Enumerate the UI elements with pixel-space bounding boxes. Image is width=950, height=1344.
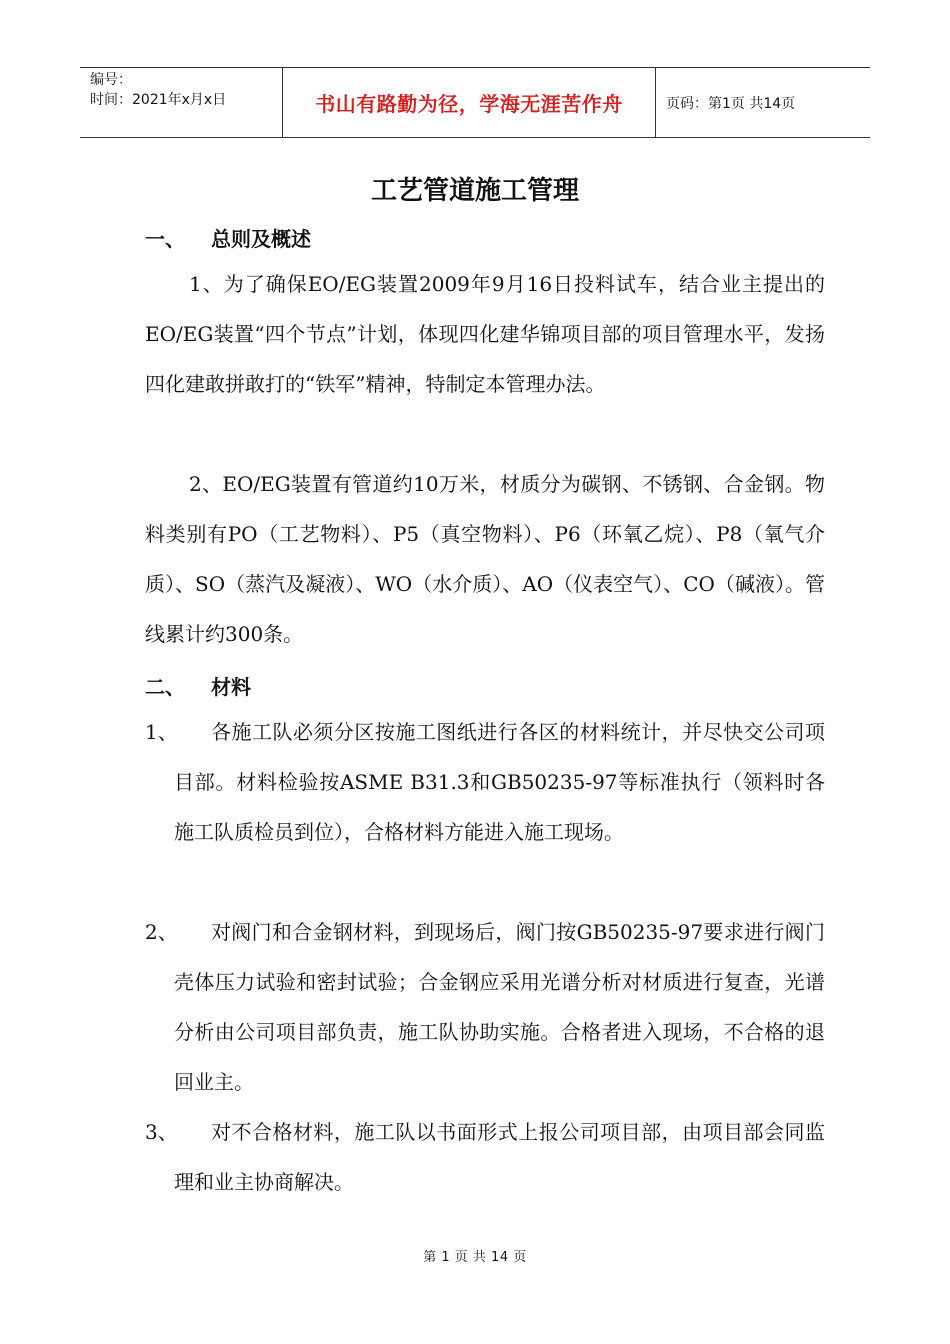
page-footer: 第 1 页 共 14 页 <box>423 1250 527 1265</box>
document-number-label: 编号： <box>90 72 132 88</box>
paragraph-2: 2、EO/EG装置有管道约10万米，材质分为碳钢、不锈钢、合金钢。物料类别有PO（工艺物料）、P5（真空物料）、P6（环氧乙烷）、P8（氧气介质）、SO（蒸汽及凝液）、WO（水介质）、AO（仪表空气）、CO（碱液）。管线累计约300条。 <box>145 472 825 646</box>
document-date-label: 时间：2021年x月x日 <box>90 92 227 108</box>
list-item <box>145 907 825 1107</box>
list-item-number: 1、 <box>145 720 178 744</box>
header-motto-cell <box>282 68 656 137</box>
paragraph-1: 1、为了确保EO/EG装置2009年9月16日投料试车，结合业主提出的EO/EG装置“四个节点”计划，体现四化建华锦项目部的项目管理水平，发扬四化建敢拼敢打的“铁军”精神，特制定本管理办法。 <box>145 272 825 396</box>
list-item-number: 2、 <box>145 920 178 944</box>
document-title: 工艺管道施工管理 <box>370 176 579 206</box>
list-item-number: 3、 <box>145 1120 178 1144</box>
list-item <box>145 1107 825 1207</box>
section-title: 总则及概述 <box>211 227 311 251</box>
section-number: 二、 <box>145 675 185 699</box>
list-item-text: 各施工队必须分区按施工图纸进行各区的材料统计，并尽快交公司项目部。材料检验按ASME B31.3和GB50235-97等标准执行（领料时各施工队质检员到位），合格材料方能进入施工现场。 <box>174 720 825 844</box>
list-item-text: 对不合格材料，施工队以书面形式上报公司项目部，由项目部会同监理和业主协商解决。 <box>174 1120 825 1194</box>
header-meta <box>80 68 282 137</box>
header-motto: 书山有路勤为径，学海无涯苦作舟 <box>315 92 623 116</box>
section-heading-2 <box>145 671 251 700</box>
header-page-info-cell <box>656 68 870 137</box>
page-header <box>80 67 870 138</box>
list-item-text: 对阀门和合金钢材料，到现场后，阀门按GB50235-97要求进行阀门壳体压力试验和密封试验；合金钢应采用光谱分析对材质进行复查，光谱分析由公司项目部负责，施工队协助实施。合格者进入现场，不合格的退回业主。 <box>174 920 825 1094</box>
section-heading-1 <box>145 223 311 252</box>
section-title: 材料 <box>211 675 251 699</box>
section-number: 一、 <box>145 227 185 251</box>
header-page-info: 页码：第1页 共14页 <box>666 95 796 112</box>
list-item <box>145 707 825 857</box>
